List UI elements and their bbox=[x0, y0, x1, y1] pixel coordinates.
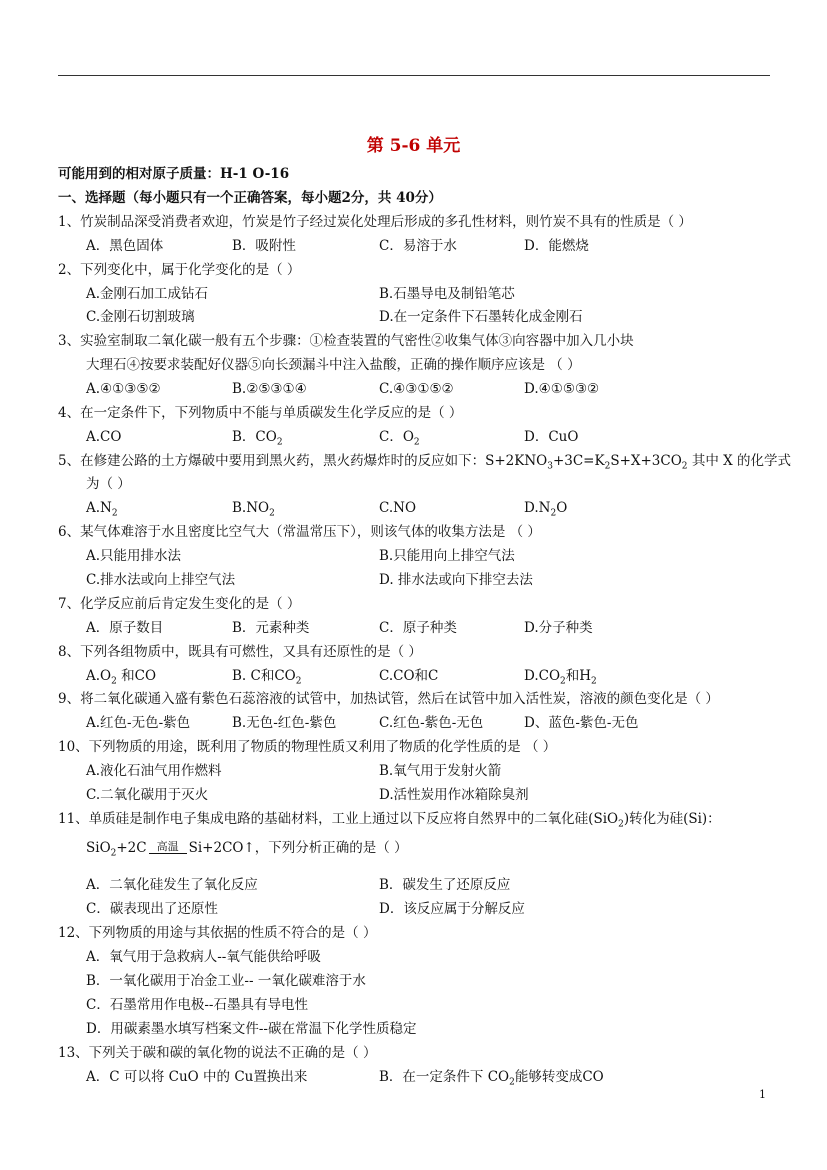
q8-option-d: $D.CO_2$和$H_2$ bbox=[524, 668, 597, 687]
question-1: 1、竹炭制品深受消费者欢迎，竹炭是竹子经过炭化处理后形成的多孔性材料，则竹炭不具有的性质是（ ） bbox=[58, 214, 692, 230]
question-8: 8、下列各组物质中，既具有可燃性，又具有还原性的是（ ） bbox=[58, 644, 422, 660]
q12-option-b: B．一氧化碳用于冶金工业-- 一氧化碳难溶于水 bbox=[86, 973, 366, 989]
q2-option-c: C.金刚石切割玻璃 bbox=[86, 309, 195, 325]
question-3: 3、实验室制取二氧化碳一般有五个步骤：①检查装置的气密性②收集气体③向容器中加入几小块 bbox=[58, 333, 634, 349]
q8-option-c: C.CO和C bbox=[379, 668, 439, 684]
question-12: 12、下列物质的用途与其依据的性质不符合的是（ ） bbox=[58, 925, 377, 941]
question-5: 5、在修建公路的土方爆破中要用到黑火药，黑火药爆炸时的反应如下：$S+2KNO_3+3C=K_2S+X+3CO_2$ 其中 X 的化学式 bbox=[58, 453, 792, 472]
q9-option-d: D、蓝色-紫色-无色 bbox=[524, 715, 639, 731]
q4-option-c: C．$O_2$ bbox=[379, 429, 420, 448]
q2-option-b: B.石墨导电及制铅笔芯 bbox=[379, 286, 515, 302]
q11-option-a: A．二氧化硅发生了氧化反应 bbox=[86, 877, 258, 893]
q4-option-b: B．$CO_2$ bbox=[232, 429, 283, 448]
q12-option-c: C．石墨常用作电极--石墨具有导电性 bbox=[86, 997, 308, 1013]
q1-option-d: D．能燃烧 bbox=[524, 238, 589, 254]
q10-option-d: D.活性炭用作冰箱除臭剂 bbox=[379, 787, 529, 803]
q6-option-c: C.排水法或向上排空气法 bbox=[86, 572, 236, 588]
q1-option-c: C．易溶于水 bbox=[379, 238, 457, 254]
q6-option-a: A.只能用排水法 bbox=[86, 548, 182, 564]
q13-option-b: B．在一定条件下 $CO_2$能够转变成CO bbox=[379, 1069, 604, 1088]
question-13: 13、下列关于碳和碳的氧化物的说法不正确的是（ ） bbox=[58, 1045, 377, 1061]
question-9: 9、将二氧化碳通入盛有紫色石蕊溶液的试管中，加热试管，然后在试管中加入活性炭，溶液的颜色变化是（ ） bbox=[58, 691, 719, 707]
question-5-cont: 为（ ） bbox=[86, 476, 131, 492]
q1-option-a: A．黑色固体 bbox=[86, 238, 164, 254]
q11-option-c: C．碳表现出了还原性 bbox=[86, 901, 218, 917]
q1-option-b: B．吸附性 bbox=[232, 238, 296, 254]
q12-option-a: A．氧气用于急救病人--氧气能供给呼吸 bbox=[86, 949, 321, 965]
q5-option-a: $A.N_2$ bbox=[86, 500, 118, 519]
q2-option-d: D.在一定条件下石墨转化成金刚石 bbox=[379, 309, 583, 325]
q3-option-a: A.④①③⑤② bbox=[86, 381, 161, 397]
page-number: 1 bbox=[759, 1088, 766, 1101]
q10-option-b: B.氧气用于发射火箭 bbox=[379, 763, 502, 779]
q10-option-a: A.液化石油气用作燃料 bbox=[86, 763, 222, 779]
q5-option-d: $D.N_2O$ bbox=[524, 500, 568, 519]
q11-equation: SiO$_2$+2C 高温 Si+2CO↑，下列分析正确的是（ ） bbox=[86, 839, 408, 859]
q7-option-b: B．元素种类 bbox=[232, 620, 310, 636]
q8-option-a: $A.O_2$ 和CO bbox=[86, 668, 157, 687]
question-11: 11、单质硅是制作电子集成电路的基础材料，工业上通过以下反应将自然界中的二氧化硅(SiO$_2$)转化为硅(Si)： bbox=[58, 811, 721, 830]
reaction-condition: 高温 bbox=[149, 841, 187, 859]
q5-option-c: C.NO bbox=[379, 500, 417, 516]
q11-option-d: D．该反应属于分解反应 bbox=[379, 901, 525, 917]
q6-option-d: D. 排水法或向下排空去法 bbox=[379, 572, 533, 588]
q4-option-d: D．CuO bbox=[524, 429, 579, 445]
question-7: 7、化学反应前后肯定发生变化的是（ ） bbox=[58, 596, 301, 612]
q9-option-c: C.红色-紫色-无色 bbox=[379, 715, 484, 731]
q7-option-c: C．原子种类 bbox=[379, 620, 457, 636]
header-rule bbox=[58, 75, 770, 76]
q7-option-d: D.分子种类 bbox=[524, 620, 593, 636]
question-4: 4、在一定条件下，下列物质中不能与单质碳发生化学反应的是（ ） bbox=[58, 405, 463, 421]
atomic-mass-line: 可能用到的相对原子质量：H-1 O-16 bbox=[58, 166, 290, 182]
q11-option-b: B．碳发生了还原反应 bbox=[379, 877, 511, 893]
q5-option-b: $B.NO_2$ bbox=[232, 500, 275, 519]
q2-option-a: A.金刚石加工成钻石 bbox=[86, 286, 209, 302]
question-2: 2、下列变化中，属于化学变化的是（ ） bbox=[58, 262, 301, 278]
question-10: 10、下列物质的用途，既利用了物质的物理性质又利用了物质的化学性质的是 （ ） bbox=[58, 739, 557, 755]
q3-option-d: D.④①⑤③② bbox=[524, 381, 600, 397]
q13-option-a: A．C 可以将 CuO 中的 Cu置换出来 bbox=[86, 1069, 308, 1085]
q8-option-b: B. C和$CO_2$ bbox=[232, 668, 302, 687]
page-title: 第 5-6 单元 bbox=[366, 136, 461, 156]
q10-option-c: C.二氧化碳用于灭火 bbox=[86, 787, 209, 803]
q7-option-a: A．原子数目 bbox=[86, 620, 164, 636]
section-heading: 一、选择题（每小题只有一个正确答案，每小题2分，共 40分） bbox=[58, 190, 442, 206]
q4-option-a: A.CO bbox=[86, 429, 122, 445]
q3-option-b: B.②⑤③①④ bbox=[232, 381, 307, 397]
q3-option-c: C.④③①⑤② bbox=[379, 381, 454, 397]
question-3-cont: 大理石④按要求装配好仪器⑤向长颈漏斗中注入盐酸，正确的操作顺序应该是 （ ） bbox=[86, 357, 581, 373]
q9-option-b: B.无色-红色-紫色 bbox=[232, 715, 337, 731]
q6-option-b: B.只能用向上排空气法 bbox=[379, 548, 515, 564]
q9-option-a: A.红色-无色-紫色 bbox=[86, 715, 191, 731]
q12-option-d: D．用碳素墨水填写档案文件--碳在常温下化学性质稳定 bbox=[86, 1021, 417, 1037]
question-6: 6、某气体难溶于水且密度比空气大（常温常压下），则该气体的收集方法是 （ ） bbox=[58, 524, 541, 540]
